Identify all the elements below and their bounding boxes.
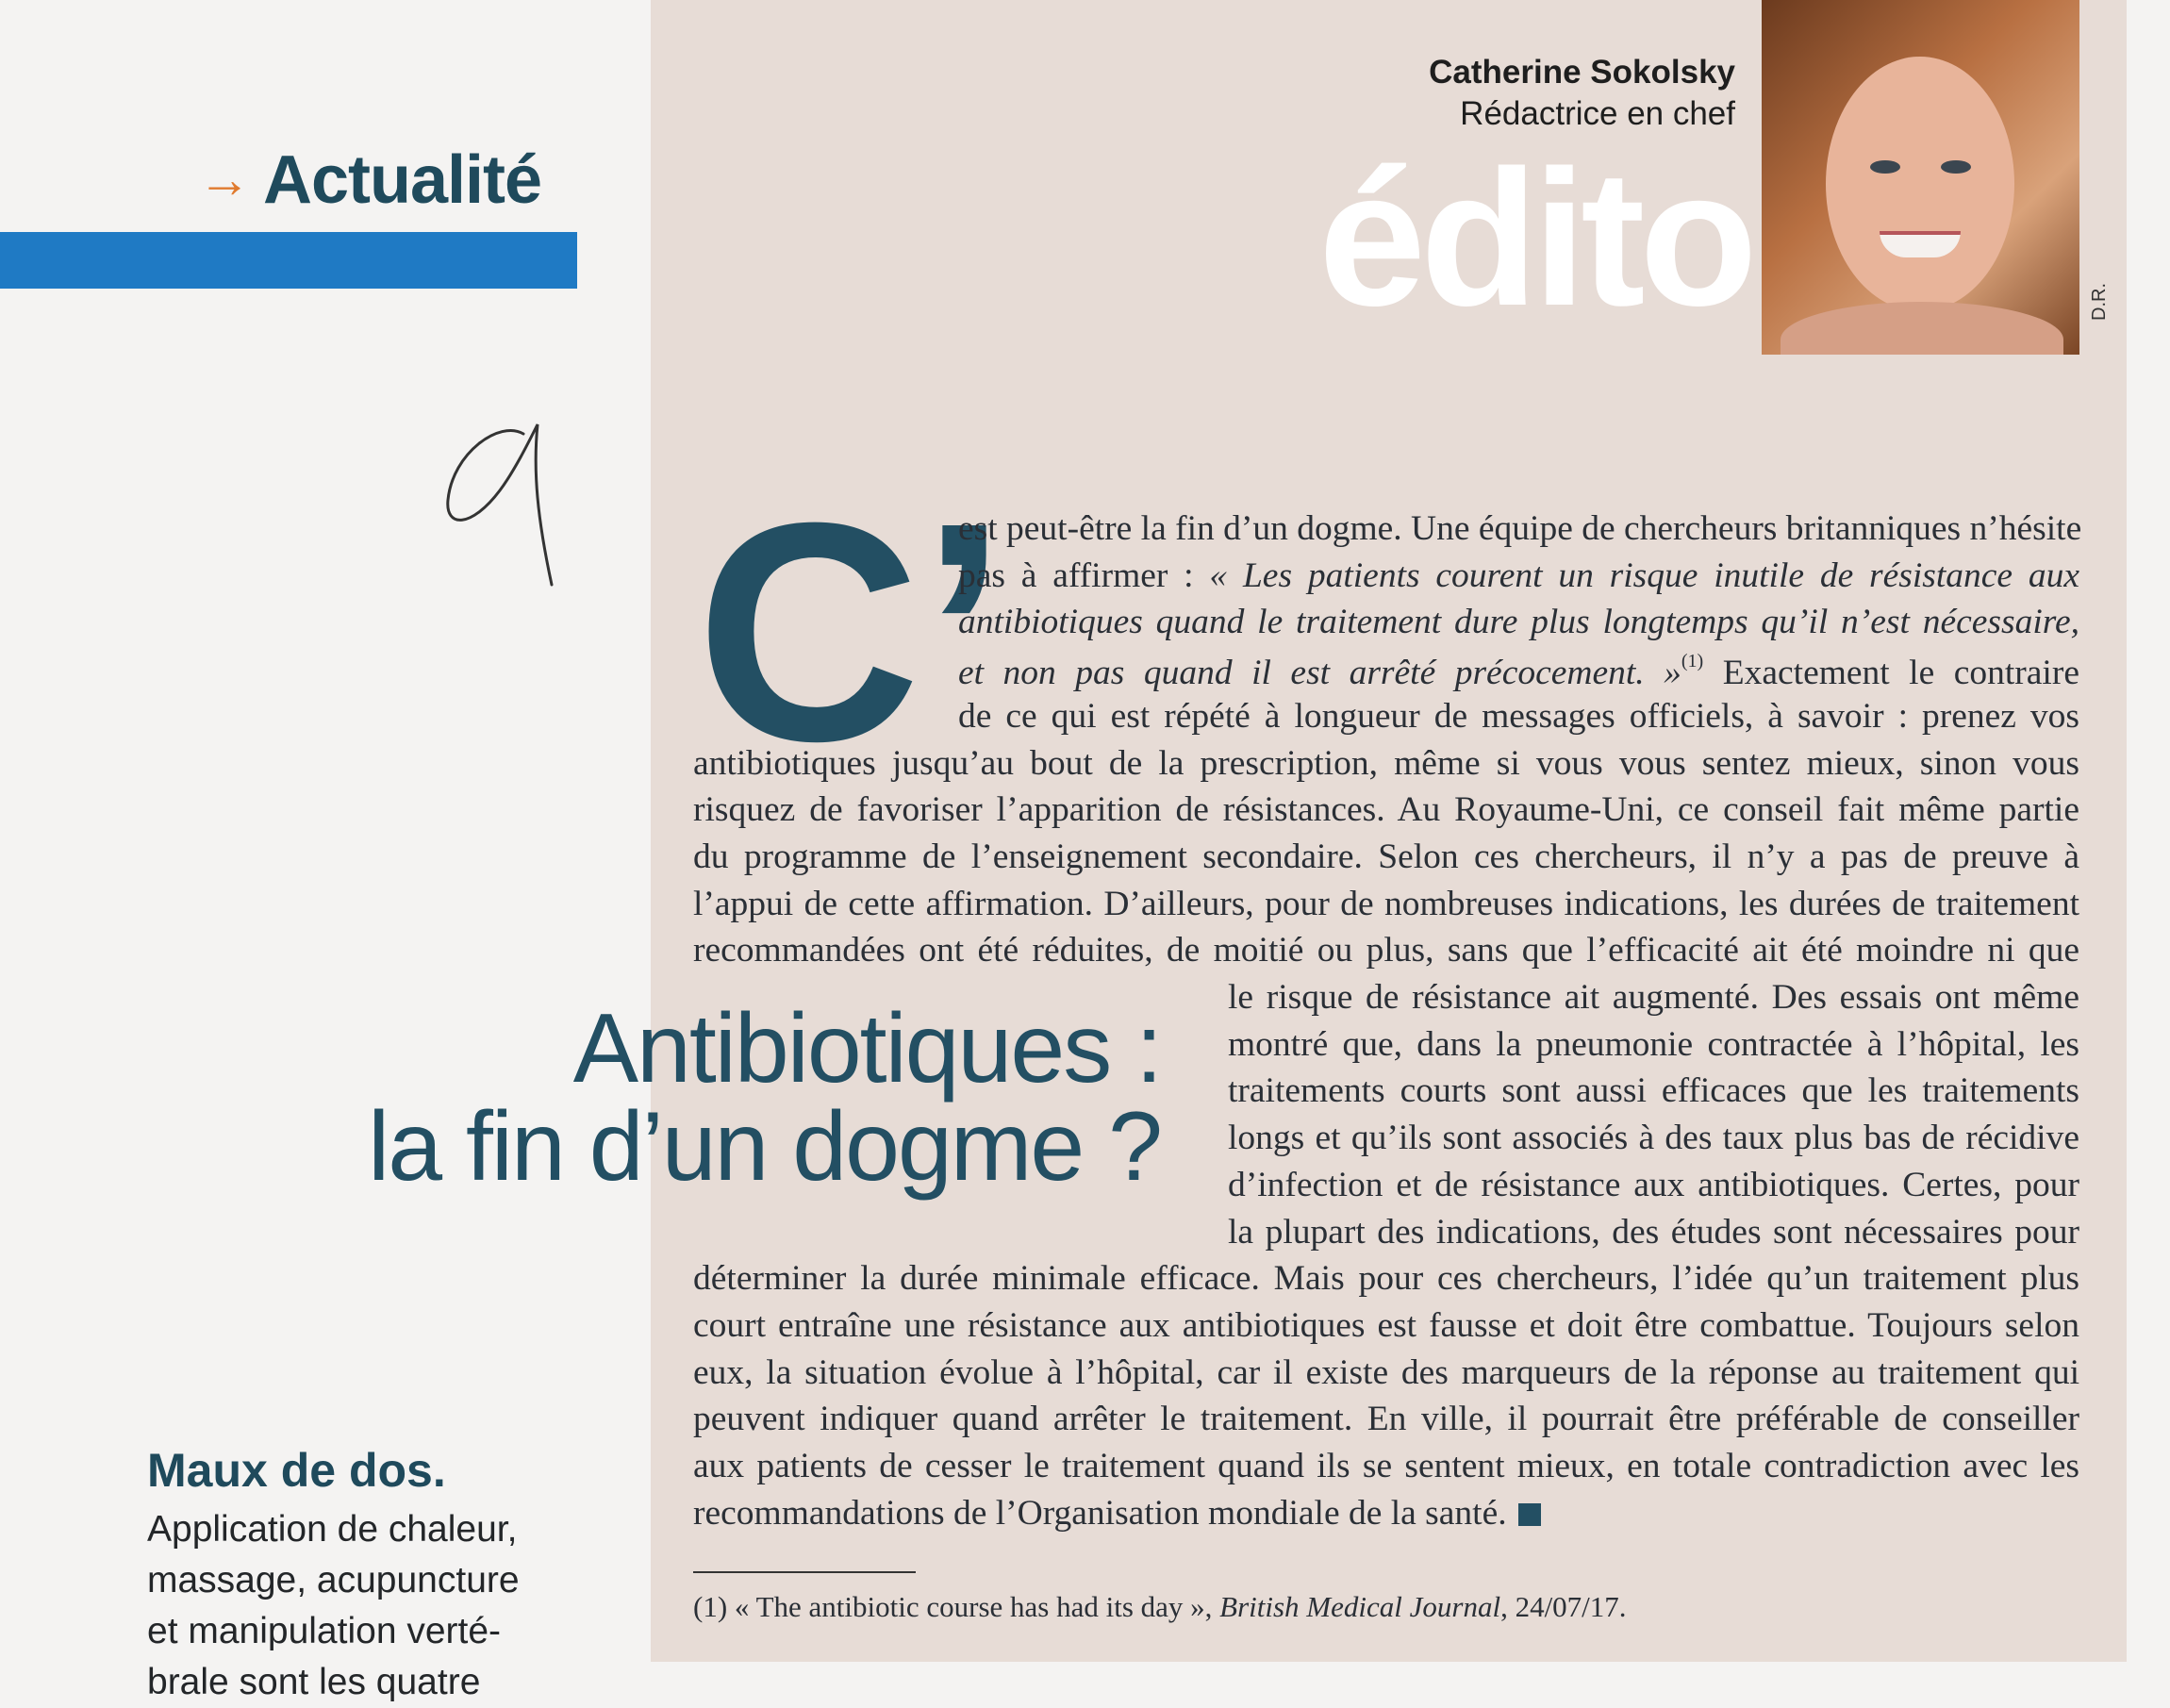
footnote-prefix: (1) « The antibiotic course has had its day »,	[693, 1590, 1220, 1623]
body-line	[1228, 1165, 2079, 1204]
photo-credit: D.R.	[2089, 283, 2110, 321]
footnote-suffix: , 24/07/17.	[1500, 1590, 1627, 1623]
body-line	[1228, 1120, 2079, 1156]
footnote-divider	[693, 1571, 916, 1573]
body-text-segment: la plupart des indications, des études sont nécessaires pour	[1228, 1212, 2079, 1252]
body-line	[693, 839, 2079, 875]
body-text-segment: eux, la situation évolue à l’hôpital, car il existe des marqueurs de la réponse au traitement qui	[693, 1352, 2079, 1392]
body-line	[958, 558, 2079, 594]
body-line	[693, 1401, 2079, 1437]
arrow-right-icon: →	[198, 149, 250, 208]
body-text-segment: Exactement le contraire	[1703, 654, 2079, 693]
body-line	[693, 1493, 2079, 1533]
body-line	[1228, 1024, 2079, 1064]
drop-cap: C’	[696, 457, 1007, 805]
body-text-segment: du programme de l’enseignement secondaire. Selon ces chercheurs, il n’y a pas de preuve à	[693, 837, 2079, 876]
sidebar-line: et manipulation verté-	[147, 1611, 502, 1651]
body-text-segment: le risque de résistance ait augmenté. Des essais ont même	[1228, 978, 2079, 1017]
end-square-icon	[1518, 1503, 1541, 1526]
body-line	[693, 933, 2079, 969]
body-text-segment: antibiotiques jusqu’au bout de la prescription, même si vous vous sentez mieux, sinon vous	[693, 743, 2079, 783]
sidebar-text	[147, 1504, 590, 1708]
body-line	[693, 884, 2079, 923]
section-heading	[198, 141, 541, 219]
body-text-segment: traitements courts sont aussi efficaces que les traitements	[1228, 1071, 2079, 1111]
body-line	[958, 509, 2082, 548]
body-text-segment: peuvent indiquer quand arrêter le traitement. En ville, il pourrait être préférable de conseiller	[693, 1400, 2079, 1439]
body-text-segment: de ce qui est répété à longueur de messages officiels, à savoir : prenez vos	[958, 696, 2079, 736]
body-text-segment: court entraîne une résistance aux antibiotiques est fausse et doit être combattue. Toujours selon	[693, 1305, 2079, 1345]
body-text-segment: et non pas quand il est arrêté précocement. »	[958, 654, 1681, 693]
footnote-ref: (1)	[1681, 651, 1704, 672]
body-line	[693, 743, 2079, 783]
body-line	[693, 1305, 2079, 1345]
photo-face	[1826, 57, 2014, 311]
author-block	[1325, 52, 1735, 135]
edito-label: édito	[1318, 130, 1752, 346]
sidebar-line: Application de chaleur,	[147, 1509, 518, 1550]
photo-eye	[1870, 160, 1900, 174]
body-text-segment: antibiotiques quand le traitement dure plus longtemps qu’il n’est nécessaire,	[958, 603, 2079, 642]
footnote-source: British Medical Journal	[1219, 1590, 1501, 1623]
sidebar-title: Maux de dos.	[147, 1444, 446, 1497]
body-text-segment: aux patients de cesser le traitement quand ils se sentent mieux, en totale contradiction avec les	[693, 1447, 2079, 1485]
body-line	[693, 1449, 2079, 1484]
body-line	[958, 652, 2079, 691]
body-text-segment: déterminer la durée minimale efficace. Mais pour ces chercheurs, l’idée qu’un traitement plus	[693, 1259, 2079, 1299]
body-line	[693, 1352, 2079, 1392]
handwritten-mark	[434, 415, 566, 604]
body-text-segment: recommandations de l’Organisation mondiale de la santé.	[693, 1493, 1507, 1533]
body-line	[693, 792, 2079, 828]
body-line	[693, 1261, 2079, 1297]
body-text-segment: l’appui de cette affirmation. D’ailleurs, pour de nombreuses indications, les durées de traitement	[693, 884, 2079, 923]
body-line	[1228, 980, 2079, 1016]
body-text-segment: « Les patients courent un risque inutile de résistance aux	[1209, 556, 2080, 595]
body-line	[958, 696, 2079, 736]
headline-line-2: la fin d’un dogme ?	[368, 1092, 1161, 1202]
sidebar-line: brale sont les quatre	[147, 1662, 481, 1702]
sidebar-line: massage, acupuncture	[147, 1560, 520, 1600]
photo-eye	[1941, 160, 1971, 174]
body-text-segment: pas à affirmer :	[958, 556, 1210, 595]
body-line	[1228, 1212, 2079, 1252]
author-photo	[1762, 0, 2079, 355]
body-text-segment: montré que, dans la pneumonie contractée à l’hôpital, les	[1228, 1024, 2079, 1064]
body-text-segment: recommandées ont été réduites, de moitié ou plus, sans que l’efficacité ait été moindre ni que	[693, 931, 2079, 970]
photo-shoulders	[1781, 302, 2063, 355]
body-line	[1228, 1073, 2079, 1109]
body-text-segment: d’infection et de résistance aux antibiotiques. Certes, pour	[1228, 1165, 2079, 1204]
body-text-segment: longs et qu’ils sont associés à des taux plus bas de récidive	[1228, 1119, 2079, 1158]
body-line	[958, 605, 2079, 640]
body-text-segment: risquez de favoriser l’apparition de résistances. Au Royaume-Uni, ce conseil fait même partie	[693, 790, 2079, 830]
body-text-segment: est peut-être la fin d’un dogme. Une équipe de chercheurs britanniques n’hésite	[958, 509, 2082, 548]
section-title: Actualité	[263, 142, 542, 218]
headline-line-1: Antibiotiques :	[572, 994, 1161, 1103]
article-headline	[368, 994, 1161, 1202]
author-role: Rédactrice en chef	[1460, 95, 1735, 132]
author-name: Catherine Sokolsky	[1429, 54, 1735, 91]
footnote	[693, 1590, 1627, 1624]
section-color-bar	[0, 232, 577, 289]
